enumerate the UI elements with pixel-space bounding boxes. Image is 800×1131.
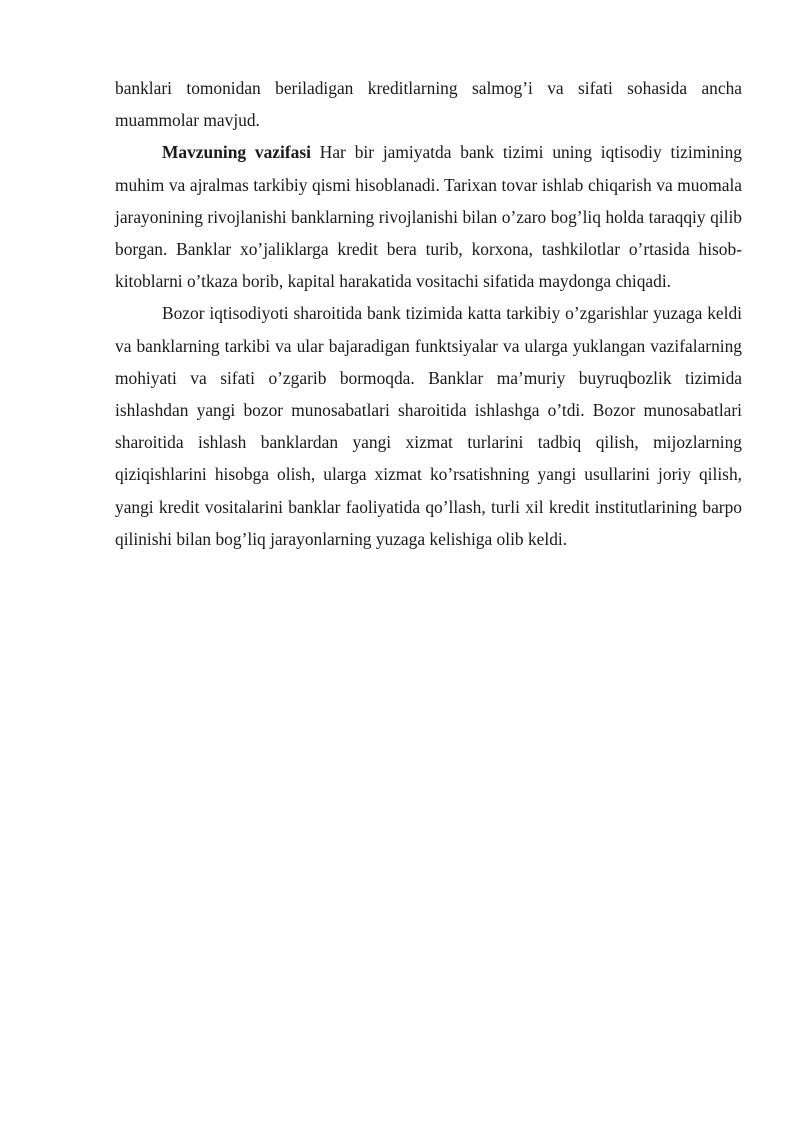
document-page xyxy=(115,72,742,555)
paragraph-2-heading: Mavzuning vazifasi xyxy=(162,142,311,163)
paragraph-market-economy xyxy=(115,297,742,555)
paragraph-2-text: Har bir jamiyatda bank tizimi uning iqtisodiy tizimining muhim va ajralmas tarkibiy qismi hisoblanadi. Tarixan tovar ishlab chiqarish va muomala jarayonining rivojlanishi banklarning rivojlanishi bilan o’zaro bog’liq holda taraqqiy qilib borgan. Banklar xo’jaliklarga kredit bera turib, korxona, tashkilotlar o’rtasida hisob-kitoblarni o’tkaza borib, kapital harakatida vositachi sifatida maydonga chiqadi. xyxy=(115,142,742,292)
paragraph-task xyxy=(115,136,742,297)
paragraph-3-text: Bozor iqtisodiyoti sharoitida bank tizimida katta tarkibiy o’zgarishlar yuzaga keldi va banklarning tarkibi va ular bajaradigan funktsiyalar va ularga yuklangan vazifalarning mohiyati va sifati o’zgarib bormoqda. Banklar ma’muriy buyruqbozlik tizimida ishlashdan yangi bozor munosabatlari sharoitida ishlashga o’tdi. Bozor munosabatlari sharoitida ishlash banklardan yangi xizmat turlarini tadbiq qilish, mijozlarning qiziqishlarini hisobga olish, ularga xizmat ko’rsatishning yangi usullarini joriy qilish, yangi kredit vositalarini banklar faoliyatida qo’llash, turli xil kredit institutlarining barpo qilinishi bilan bog’liq jarayonlarning yuzaga kelishiga olib keldi. xyxy=(115,303,742,549)
paragraph-continuation xyxy=(115,72,742,136)
paragraph-1-text: banklari tomonidan beriladigan kreditlarning salmog’i va sifati sohasida ancha muammolar mavjud. xyxy=(115,78,742,131)
